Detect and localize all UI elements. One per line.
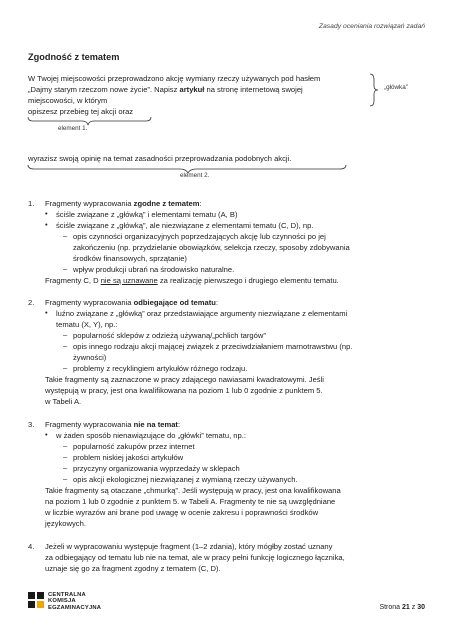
section1-dash-1b: zakończeniu (np. przydzielanie obowiązków, selekcja rzeczy, sposoby zdobywania <box>73 243 350 252</box>
section2-title: Fragmenty wypracowania odbiegające od tematu: <box>45 298 219 307</box>
section3-note-1: Takie fragmenty są otaczane „chmurką”. Jeśli występują w pracy, jest ona kwalifikowana <box>45 486 341 495</box>
section2-bullet-1a: luźno związane z „główką” oraz przedstawiające argumenty niezwiązane z elementami <box>56 309 348 318</box>
dash-icon: – <box>63 363 68 372</box>
task-line-1: W Twojej miejscowości przeprowadzono akcję wymiany rzeczy używanych pod hasłem <box>28 74 321 83</box>
logo-line-1: CENTRALNA <box>48 592 86 598</box>
section2-bullet-1b: tematu (X, Y), np.: <box>56 320 118 329</box>
section1-title: Fragmenty wypracowania zgodne z tematem: <box>45 199 202 208</box>
section4-line-1: Jeżeli w wypracowaniu występuje fragment (1–2 zdania), który mógłby zostać uznany <box>45 542 333 551</box>
bullet-icon: • <box>45 220 48 229</box>
section3-number: 3. <box>28 420 35 429</box>
section4-line-3: uznaje się go za fragment zgodny z tematem (C, D). <box>45 564 221 573</box>
section2-number: 2. <box>28 298 35 307</box>
bullet-icon: • <box>45 430 48 439</box>
element1-brace <box>28 117 151 125</box>
section2-note-1: Takie fragmenty są zaznaczone w pracy zdającego nawiasami kwadratowymi. Jeśli <box>45 375 324 384</box>
section2-note-2: występują w pracy, jest ona kwalifikowana na poziom 1 lub 0 zgodnie z punktem 5. <box>45 386 323 395</box>
dash-icon: – <box>63 452 68 461</box>
section3-dash-4: opis akcji ekologicznej niezwiązanej z wymianą rzeczy używanych. <box>73 475 298 484</box>
section1-bullet-2: ściśle związane z „główką”, ale niezwiązane z elementami tematu (C, D), np. <box>56 221 314 230</box>
page-heading: Zgodność z tematem <box>28 52 120 62</box>
element1-label: element 1. <box>58 125 88 132</box>
logo-line-2: KOMISJA <box>48 598 76 605</box>
bullet-icon: • <box>45 209 48 218</box>
section3-note-4: językowych. <box>45 519 86 528</box>
section1-number: 1. <box>28 199 35 208</box>
dash-icon: – <box>63 264 68 273</box>
section1-dash-1a: opis czynności organizacyjnych poprzedzających akcję lub czynności po jej <box>73 232 326 241</box>
dash-icon: – <box>63 441 68 450</box>
section3-dash-3: przyczyny organizowania wyprzedaży w sklepach <box>73 464 240 473</box>
bullet-icon: • <box>45 308 48 317</box>
section3-note-3: w liczbie wyrazów ani brane pod uwagę w ocenie zakresu i poprawności środków <box>45 508 319 517</box>
dash-icon: – <box>63 330 68 339</box>
task-line-4: opiszesz przebieg tej akcji oraz <box>28 107 134 116</box>
dash-icon: – <box>63 474 68 483</box>
section3-note-2: na poziom 1 lub 0 zgodnie z punktem 5. w Tabeli A. Fragmenty te nie są uwzględniane <box>45 497 336 506</box>
logo-line-3: EGZAMINACYJNA <box>48 604 102 611</box>
task-line-2: „Dajmy starym rzeczom nowe życie”. Napisz artykuł na stronę internetową swojej <box>28 85 303 94</box>
section3-dash-2: problem niskiej jakości artykułów <box>73 453 184 462</box>
section3-title: Fragmenty wypracowania nie na temat: <box>45 420 181 429</box>
section1-dash-2: wpływ produkcji ubrań na środowisko naturalne. <box>73 265 235 274</box>
section4-line-2: za odbiegający od tematu lub nie na temat, ale w pracy pełni funkcję logicznego łącznika, <box>45 553 345 562</box>
page-number: Strona 21 z 30 <box>379 604 425 611</box>
section1-dash-1c: środków finansowych, sprzątanie) <box>73 254 187 263</box>
section1-bullet-1: ściśle związane z „główką” i elementami tematu (A, B) <box>56 210 238 219</box>
section3-bullet-1: w żaden sposób nienawiązujące do „główki” tematu, np.: <box>56 431 246 440</box>
section2-dash-2a: opis innego rodzaju akcji mającej związek z przeciwdziałaniem marnotrawstwu (np. <box>73 342 353 351</box>
task-line-5: wyrazisz swoją opinię na temat zasadności przeprowadzania podobnych akcji. <box>28 154 292 163</box>
dash-icon: – <box>63 231 68 240</box>
section2-dash-2b: żywności) <box>73 353 107 362</box>
dash-icon: – <box>63 341 68 350</box>
section2-dash-1: popularność sklepów z odzieżą używaną/„pchlich targów” <box>73 331 266 340</box>
section3-dash-1: popularność zakupów przez internet <box>73 442 195 451</box>
glowka-brace <box>370 74 378 106</box>
glowka-label: „główka” <box>384 84 408 91</box>
section1-note: Fragmenty C, D nie są uznawane za realizację pierwszego i drugiego elementu tematu. <box>45 276 339 285</box>
section2-note-3: w Tabeli A. <box>45 397 82 406</box>
cke-emblem-icon <box>28 592 44 608</box>
task-line-3: miejscowości, w którym <box>28 96 108 105</box>
dash-icon: – <box>63 463 68 472</box>
element2-label: element 2. <box>180 172 210 179</box>
running-header: Zasady oceniania rozwiązań zadań <box>318 23 425 30</box>
section2-dash-3: problemy z recyklingiem artykułów różnego rodzaju. <box>73 364 248 373</box>
section4-number: 4. <box>28 542 35 551</box>
